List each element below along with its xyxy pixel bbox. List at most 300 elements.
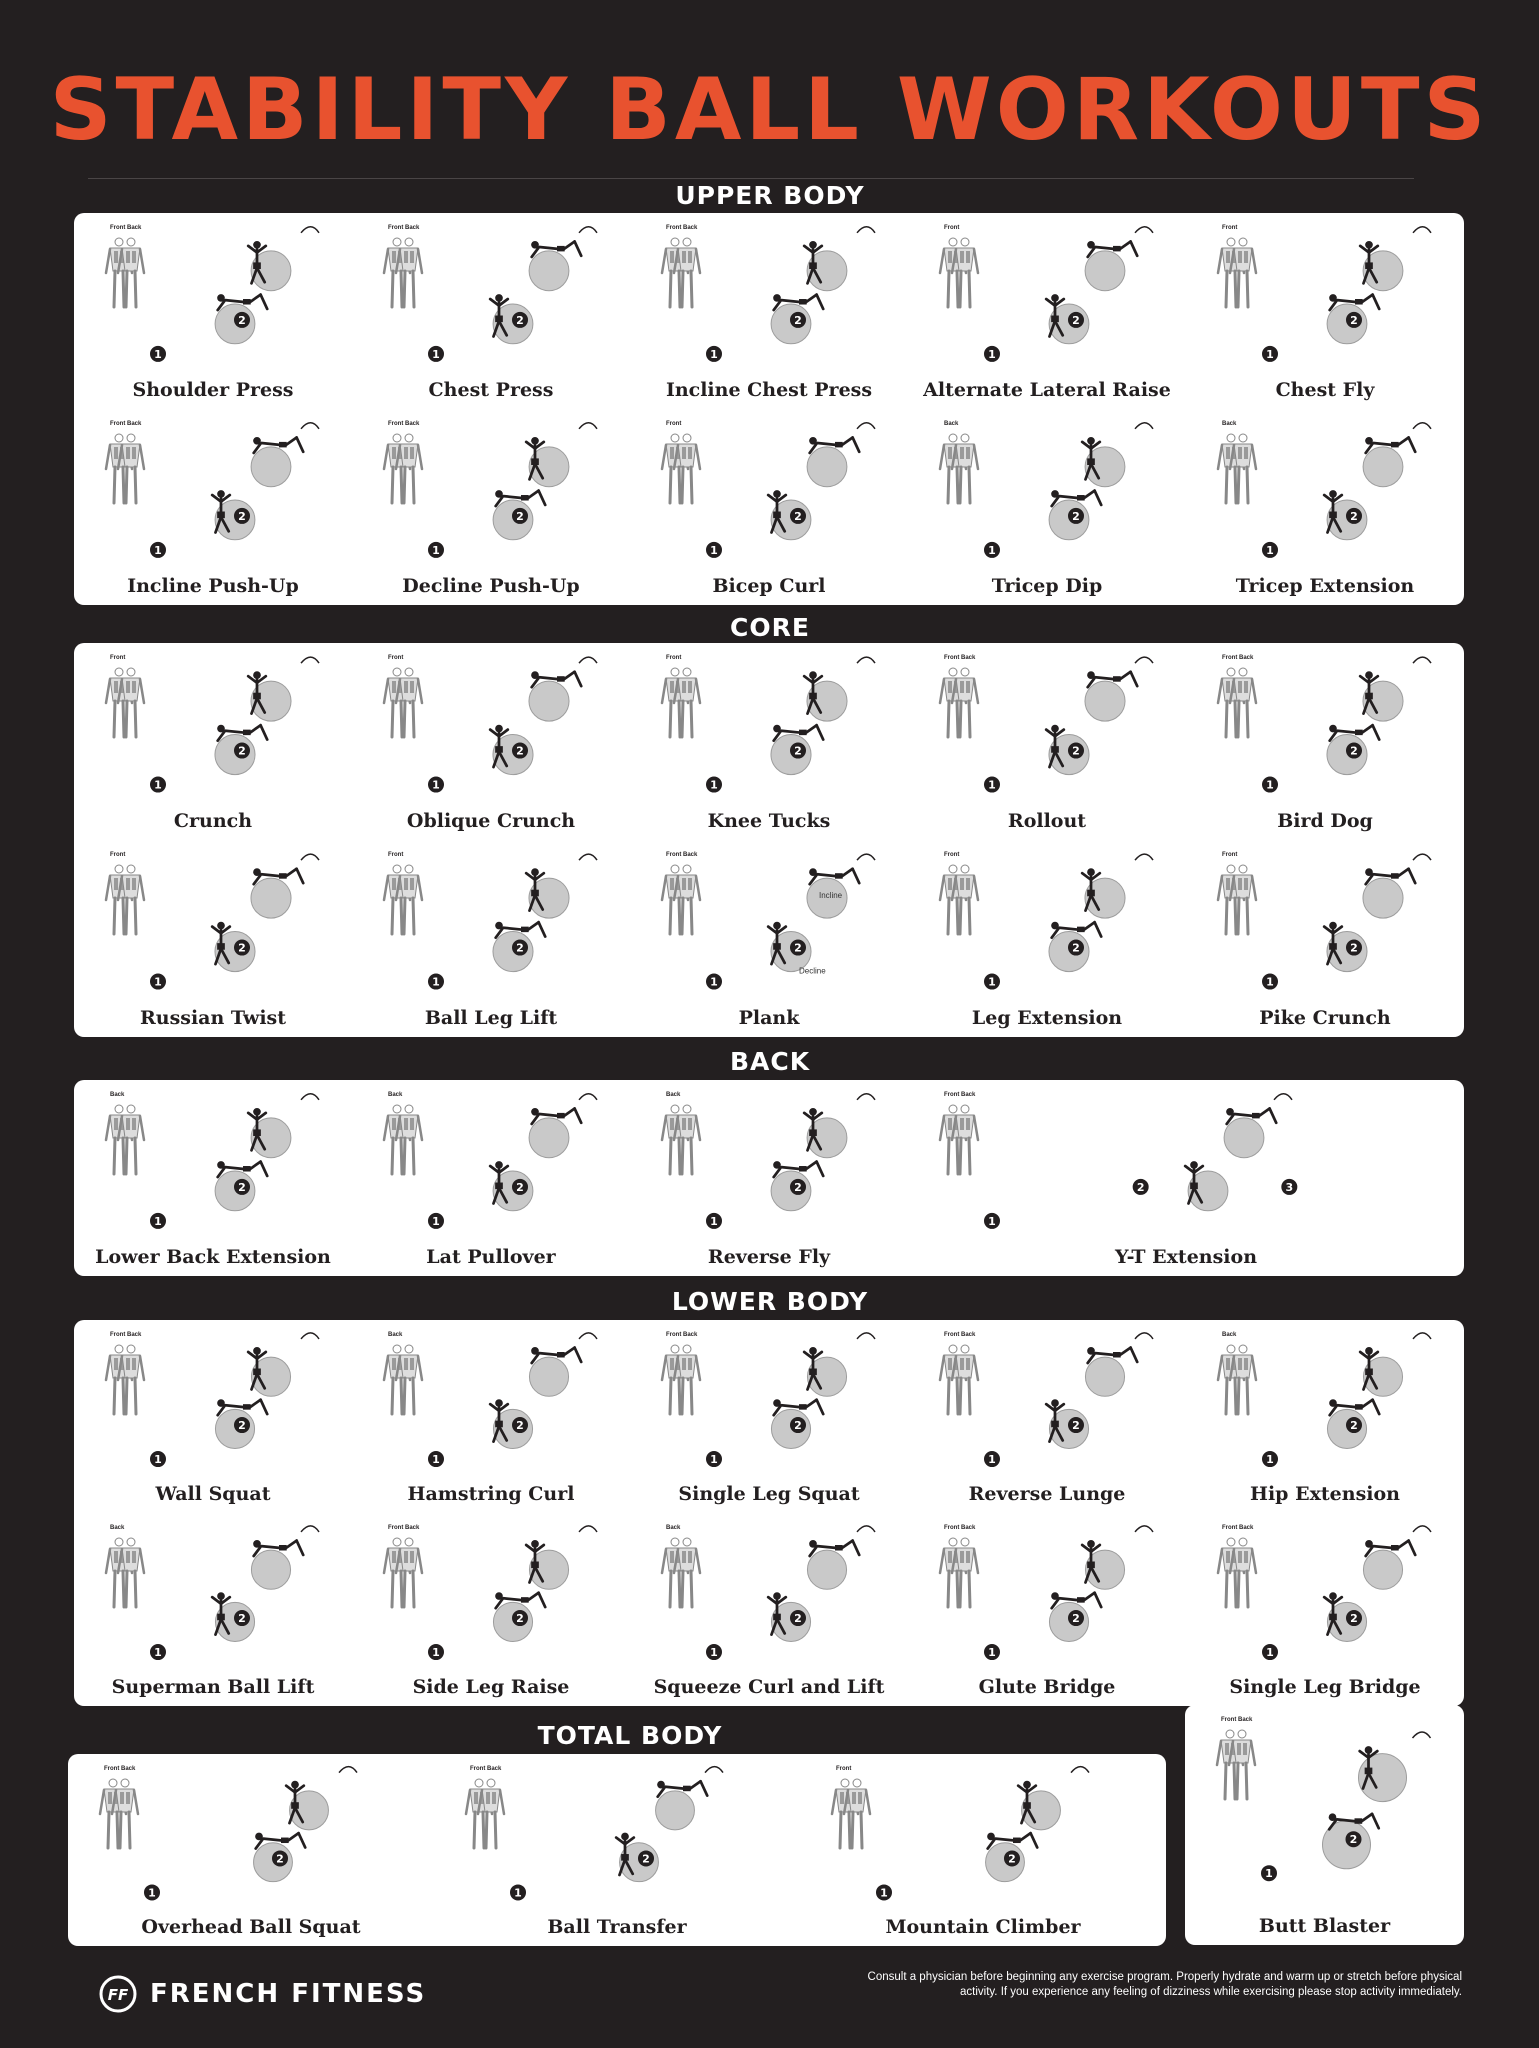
svg-text:2: 2 [238,744,246,758]
step-number-2 [512,1417,528,1433]
step-number-2 [512,940,528,956]
step-number-2 [790,312,806,328]
stability-ball-icon [529,681,569,721]
exercise-illustration [1323,1732,1431,1869]
motion-arrow-icon [1413,1732,1431,1738]
step-number-2 [1346,743,1362,759]
svg-text:2: 2 [1072,941,1080,955]
exercise-illustration [490,1333,597,1449]
step-number-2 [512,312,528,328]
muscle-diagram-icon [940,668,978,737]
disclaimer-text: Consult a physician before beginning any exercise program. Properly hydrate and warm up or stretch before physical activity. If you experience any feeling of dizziness while exercising please stop activity immediately. [867,1971,1462,1998]
muscle-view-label: Front [666,421,682,427]
panel-core [74,643,1464,1037]
muscle-diagram-icon [384,865,422,934]
exercise-label: Tricep Dip [991,575,1103,597]
svg-text:2: 2 [642,1852,650,1866]
exercise-illustration [768,423,875,540]
svg-text:1: 1 [154,347,162,361]
muscle-diagram-icon [106,238,144,307]
step-number-1 [150,1644,166,1660]
muscle-view-label: Back [110,1525,125,1531]
exercise-illustration [490,657,597,774]
svg-text:1: 1 [154,778,162,792]
stability-ball-icon [771,735,811,775]
svg-text:2: 2 [794,941,802,955]
motion-arrow-icon [579,227,597,233]
exercise-illustration [215,1333,319,1449]
exercise-label: Lat Pullover [426,1246,556,1268]
exercise-leg-extension [908,840,1186,1037]
exercise-label: Hip Extension [1250,1483,1400,1505]
muscle-diagram-icon [384,238,422,307]
muscle-view-label: Front Back [104,1766,136,1772]
exercise-illustration [771,227,875,344]
svg-text:2: 2 [276,1852,284,1866]
muscle-view-label: Front [1222,225,1238,231]
exercise-label: Pike Crunch [1259,1007,1391,1029]
muscle-view-label: Front [836,1766,852,1772]
svg-text:1: 1 [1266,778,1274,792]
motion-arrow-icon [579,1094,597,1100]
svg-text:2: 2 [238,509,246,523]
svg-text:1: 1 [1266,975,1274,989]
step-number-2 [1068,743,1084,759]
motion-arrow-icon [301,1094,319,1100]
muscle-diagram-icon [940,1105,978,1174]
step-number-1 [706,974,722,990]
exercise-illustration [1049,423,1153,540]
exercise-reverse-fly [630,1080,908,1276]
exercise-label: Crunch [173,810,253,832]
step-number-2 [234,1179,250,1195]
exercise-bird-dog [1186,643,1464,840]
exercise-illustration [768,854,875,971]
stability-ball-icon [251,1550,290,1589]
svg-text:2: 2 [516,1419,524,1433]
motion-arrow-icon [301,854,319,860]
step-number-2 [790,508,806,524]
svg-text:2: 2 [1008,1852,1016,1866]
step-number-1 [428,346,444,362]
step-number-1 [984,542,1000,558]
exercise-illustration [1049,1526,1153,1642]
muscle-diagram-icon [384,1105,422,1174]
muscle-view-label: Front Back [666,852,698,858]
exercise-illustration [1049,854,1153,971]
exercise-chest-press [352,213,630,409]
exercise-illustration [768,1526,875,1642]
step-number-1 [1262,777,1278,793]
step-number-1 [984,1213,1000,1229]
step-number-1 [150,974,166,990]
step-number-1 [706,346,722,362]
muscle-diagram-icon [662,1538,700,1607]
svg-text:1: 1 [988,1453,996,1467]
muscle-view-label: Front Back [1221,1717,1253,1723]
exercise-label: Shoulder Press [132,379,294,401]
svg-text:2: 2 [1350,313,1358,327]
stability-ball-icon [807,447,847,487]
step-number-2 [1068,940,1084,956]
exercise-illustration [771,1333,875,1449]
exercise-illustration [215,227,319,344]
svg-text:1: 1 [154,1214,162,1228]
muscle-view-label: Back [110,1092,125,1098]
exercise-tricep-dip [908,409,1186,605]
motion-arrow-icon [1135,854,1153,860]
muscle-view-label: Front Back [388,225,420,231]
svg-text:1: 1 [432,1646,440,1660]
exercise-illustration [490,227,597,344]
step-number-2 [1133,1179,1149,1195]
muscle-view-label: Front [110,655,126,661]
muscle-view-label: Front Back [944,1525,976,1531]
muscle-view-label: Front [944,225,960,231]
muscle-diagram-icon [940,1538,978,1607]
step-number-1 [150,1451,166,1467]
muscle-diagram-icon [662,238,700,307]
svg-text:1: 1 [988,975,996,989]
exercise-label: Plank [738,1007,800,1029]
svg-text:2: 2 [516,1180,524,1194]
step-number-2 [234,743,250,759]
motion-arrow-icon [857,1526,875,1532]
svg-text:1: 1 [988,543,996,557]
motion-arrow-icon [857,1094,875,1100]
motion-arrow-icon [1413,1333,1431,1339]
svg-text:2: 2 [238,1612,246,1626]
step-number-1 [144,1884,160,1900]
step-number-2 [1346,940,1362,956]
svg-text:2: 2 [516,941,524,955]
svg-text:1: 1 [432,543,440,557]
step-number-1 [428,542,444,558]
exercise-illustration [1327,1333,1431,1449]
exercise-squeeze-curl-and-lift [630,1513,908,1706]
exercise-label: Bicep Curl [712,575,826,597]
svg-text:1: 1 [710,975,718,989]
step-number-2 [790,1610,806,1626]
motion-arrow-icon [1135,423,1153,429]
exercise-ball-leg-lift [352,840,630,1037]
step-number-2 [1346,312,1362,328]
step-number-2 [512,743,528,759]
muscle-diagram-icon [106,434,144,503]
exercise-pike-crunch [1186,840,1464,1037]
stability-ball-icon [1085,251,1125,291]
step-number-2 [1068,508,1084,524]
step-number-1 [1261,1865,1277,1881]
step-number-1 [1262,974,1278,990]
exercise-reverse-lunge [908,1320,1186,1513]
svg-text:1: 1 [710,1646,718,1660]
exercise-crunch [74,643,352,840]
step-number-1 [1262,1644,1278,1660]
panel-total-body [68,1754,1166,1946]
step-number-1 [428,1451,444,1467]
step-number-1 [984,1644,1000,1660]
svg-text:2: 2 [1350,941,1358,955]
section-heading-core: CORE [730,613,810,642]
exercise-illustration [215,657,319,774]
muscle-view-label: Front [666,655,682,661]
svg-text:2: 2 [794,313,802,327]
exercise-illustration [986,1767,1089,1882]
exercise-superman-ball-lift [74,1513,352,1706]
step-number-1 [706,1451,722,1467]
motion-arrow-icon [579,854,597,860]
muscle-diagram-icon [100,1779,138,1848]
muscle-view-label: Front Back [944,655,976,661]
exercise-label: Rollout [1007,810,1087,832]
step-number-2 [790,743,806,759]
muscle-view-label: Back [1222,421,1237,427]
brand-name: FRENCH FITNESS [150,1979,427,2009]
motion-arrow-icon [301,1333,319,1339]
stability-ball-icon [1085,681,1125,721]
svg-text:2: 2 [516,1612,524,1626]
motion-arrow-icon [705,1767,723,1773]
panel-butt-blaster [1185,1705,1464,1945]
step-number-1 [706,542,722,558]
muscle-view-label: Front Back [110,421,142,427]
exercise-hamstring-curl [352,1320,630,1513]
exercise-label: Ball Transfer [547,1916,687,1938]
step-number-2 [790,1179,806,1195]
step-number-1 [876,1884,892,1900]
svg-text:1: 1 [432,778,440,792]
stability-ball-icon [529,1118,569,1158]
exercise-rollout [908,643,1186,840]
svg-text:1: 1 [988,347,996,361]
svg-text:2: 2 [1350,1612,1358,1626]
muscle-diagram-icon [384,668,422,737]
svg-text:2: 2 [1350,509,1358,523]
muscle-diagram-icon [1218,1538,1256,1607]
exercise-illustration [771,1094,875,1211]
exercise-label: Incline Chest Press [665,379,873,401]
exercise-alternate-lateral-raise [908,213,1186,409]
muscle-view-label: Back [388,1092,403,1098]
exercise-illustration [212,423,319,540]
exercise-decline-push-up [352,409,630,605]
step-number-1 [428,777,444,793]
motion-arrow-icon [857,423,875,429]
motion-arrow-icon [579,1333,597,1339]
panel-back [74,1080,1464,1276]
exercise-russian-twist [74,840,352,1037]
stability-ball-icon [529,1357,568,1396]
french-fitness-logo-icon [98,1974,138,2014]
plank-variation-note: Decline [799,966,826,976]
exercise-single-leg-bridge [1186,1513,1464,1706]
motion-arrow-icon [1135,657,1153,663]
muscle-diagram-icon [662,1345,700,1414]
motion-arrow-icon [857,227,875,233]
step-number-1 [706,1644,722,1660]
muscle-view-label: Front [388,852,404,858]
exercise-bicep-curl [630,409,908,605]
exercise-illustration [1185,1094,1292,1211]
exercise-shoulder-press [74,213,352,409]
step-number-2 [1346,1610,1362,1626]
muscle-view-label: Front [388,655,404,661]
step-number-2 [234,1417,250,1433]
muscle-diagram-icon [466,1779,504,1848]
svg-text:2: 2 [238,313,246,327]
step-number-2 [512,1179,528,1195]
step-number-1 [706,1213,722,1229]
exercise-mountain-climber [800,1754,1166,1946]
stability-ball-icon [251,878,291,918]
exercise-knee-tucks [630,643,908,840]
step-number-1 [428,974,444,990]
stability-ball-icon [1327,735,1367,775]
exercise-butt-blaster [1185,1705,1464,1945]
svg-text:3: 3 [1285,1180,1294,1194]
exercise-label: Oblique Crunch [406,810,576,832]
panel-lower-body [74,1320,1464,1706]
exercise-label: Single Leg Squat [678,1483,860,1505]
section-heading-lower-body: LOWER BODY [671,1287,869,1316]
exercise-illustration [616,1767,723,1882]
exercise-hip-extension [1186,1320,1464,1513]
exercise-illustration [1324,1526,1431,1642]
step-number-2 [512,1610,528,1626]
svg-text:1: 1 [1265,1867,1273,1881]
muscle-diagram-icon [662,865,700,934]
step-number-1 [150,346,166,362]
muscle-view-label: Front Back [110,1332,142,1338]
step-number-1 [984,777,1000,793]
exercise-label: Russian Twist [139,1007,287,1029]
exercise-illustration [1046,1333,1153,1449]
exercise-illustration [1327,227,1431,344]
muscle-view-label: Front Back [388,1525,420,1531]
muscle-diagram-icon [662,434,700,503]
muscle-diagram-icon [940,1345,978,1414]
exercise-label: Squeeze Curl and Lift [653,1676,885,1698]
muscle-diagram-icon [1218,1345,1256,1414]
svg-text:1: 1 [154,975,162,989]
muscle-diagram-icon [1218,434,1256,503]
step-number-2 [1068,1417,1084,1433]
exercise-label: Overhead Ball Squat [141,1916,361,1938]
exercise-illustration [212,1526,319,1642]
exercise-label: Single Leg Bridge [1229,1676,1421,1698]
muscle-diagram-icon [1218,865,1256,934]
muscle-diagram-icon [106,668,144,737]
step-number-1 [984,1451,1000,1467]
stability-ball-icon [1363,1550,1402,1589]
exercise-illustration [493,1526,597,1642]
stability-ball-icon [1363,878,1403,918]
svg-text:1: 1 [148,1886,156,1900]
svg-text:2: 2 [1136,1180,1145,1194]
step-number-2 [512,508,528,524]
step-number-1 [1262,346,1278,362]
step-number-1 [1262,1451,1278,1467]
svg-text:2: 2 [516,509,524,523]
stability-ball-icon [1224,1118,1264,1158]
motion-arrow-icon [1413,227,1431,233]
step-number-3 [1281,1179,1297,1195]
step-number-1 [984,346,1000,362]
motion-arrow-icon [1135,1333,1153,1339]
exercise-illustration [254,1767,357,1882]
svg-text:1: 1 [988,1214,996,1228]
stability-ball-icon [656,1791,695,1830]
step-number-2 [234,312,250,328]
muscle-view-label: Front Back [944,1092,976,1098]
svg-text:2: 2 [1350,1419,1358,1433]
exercise-label: Decline Push-Up [402,575,580,597]
motion-arrow-icon [1071,1767,1089,1773]
step-number-2 [1346,1417,1362,1433]
muscle-diagram-icon [662,1105,700,1174]
step-number-2 [1346,508,1362,524]
svg-text:2: 2 [794,509,802,523]
muscle-view-label: Front Back [388,421,420,427]
svg-text:1: 1 [154,543,162,557]
svg-text:2: 2 [794,1419,802,1433]
svg-text:2: 2 [1350,744,1358,758]
poster-title: STABILITY BALL WORKOUTS [49,60,1490,160]
exercise-label: Chest Press [428,379,554,401]
muscle-diagram-icon [832,1779,870,1848]
exercise-illustration [212,854,319,971]
exercise-ball-transfer [434,1754,800,1946]
muscle-view-label: Front Back [110,225,142,231]
muscle-view-label: Front [944,852,960,858]
muscle-view-label: Front [110,852,126,858]
exercise-illustration [490,1094,597,1211]
svg-text:1: 1 [432,347,440,361]
exercise-plank [630,840,908,1037]
stability-ball-icon [215,735,255,775]
svg-text:2: 2 [1072,313,1080,327]
exercise-label: Mountain Climber [885,1916,1081,1938]
exercise-illustration [1046,657,1153,774]
exercise-label: Leg Extension [971,1007,1123,1029]
title-divider [88,178,1414,179]
motion-arrow-icon [579,423,597,429]
motion-arrow-icon [301,423,319,429]
step-number-2 [234,508,250,524]
exercise-label: Tricep Extension [1235,575,1415,597]
muscle-diagram-icon [106,1345,144,1414]
muscle-view-label: Front Back [1222,1525,1254,1531]
svg-text:2: 2 [794,1612,802,1626]
svg-text:1: 1 [1266,347,1274,361]
svg-text:2: 2 [1072,744,1080,758]
step-number-2 [790,1417,806,1433]
exercise-label: Y-T Extension [1114,1246,1258,1268]
step-number-1 [428,1213,444,1229]
svg-text:1: 1 [880,1886,888,1900]
motion-arrow-icon [1413,423,1431,429]
exercise-label: Lower Back Extension [95,1246,331,1268]
muscle-view-label: Front [1222,852,1238,858]
motion-arrow-icon [301,1526,319,1532]
step-number-1 [150,1213,166,1229]
muscle-diagram-icon [106,1105,144,1174]
exercise-illustration [771,657,875,774]
exercise-label: Ball Leg Lift [424,1007,558,1029]
muscle-diagram-icon [1218,668,1256,737]
exercise-wall-squat [74,1320,352,1513]
